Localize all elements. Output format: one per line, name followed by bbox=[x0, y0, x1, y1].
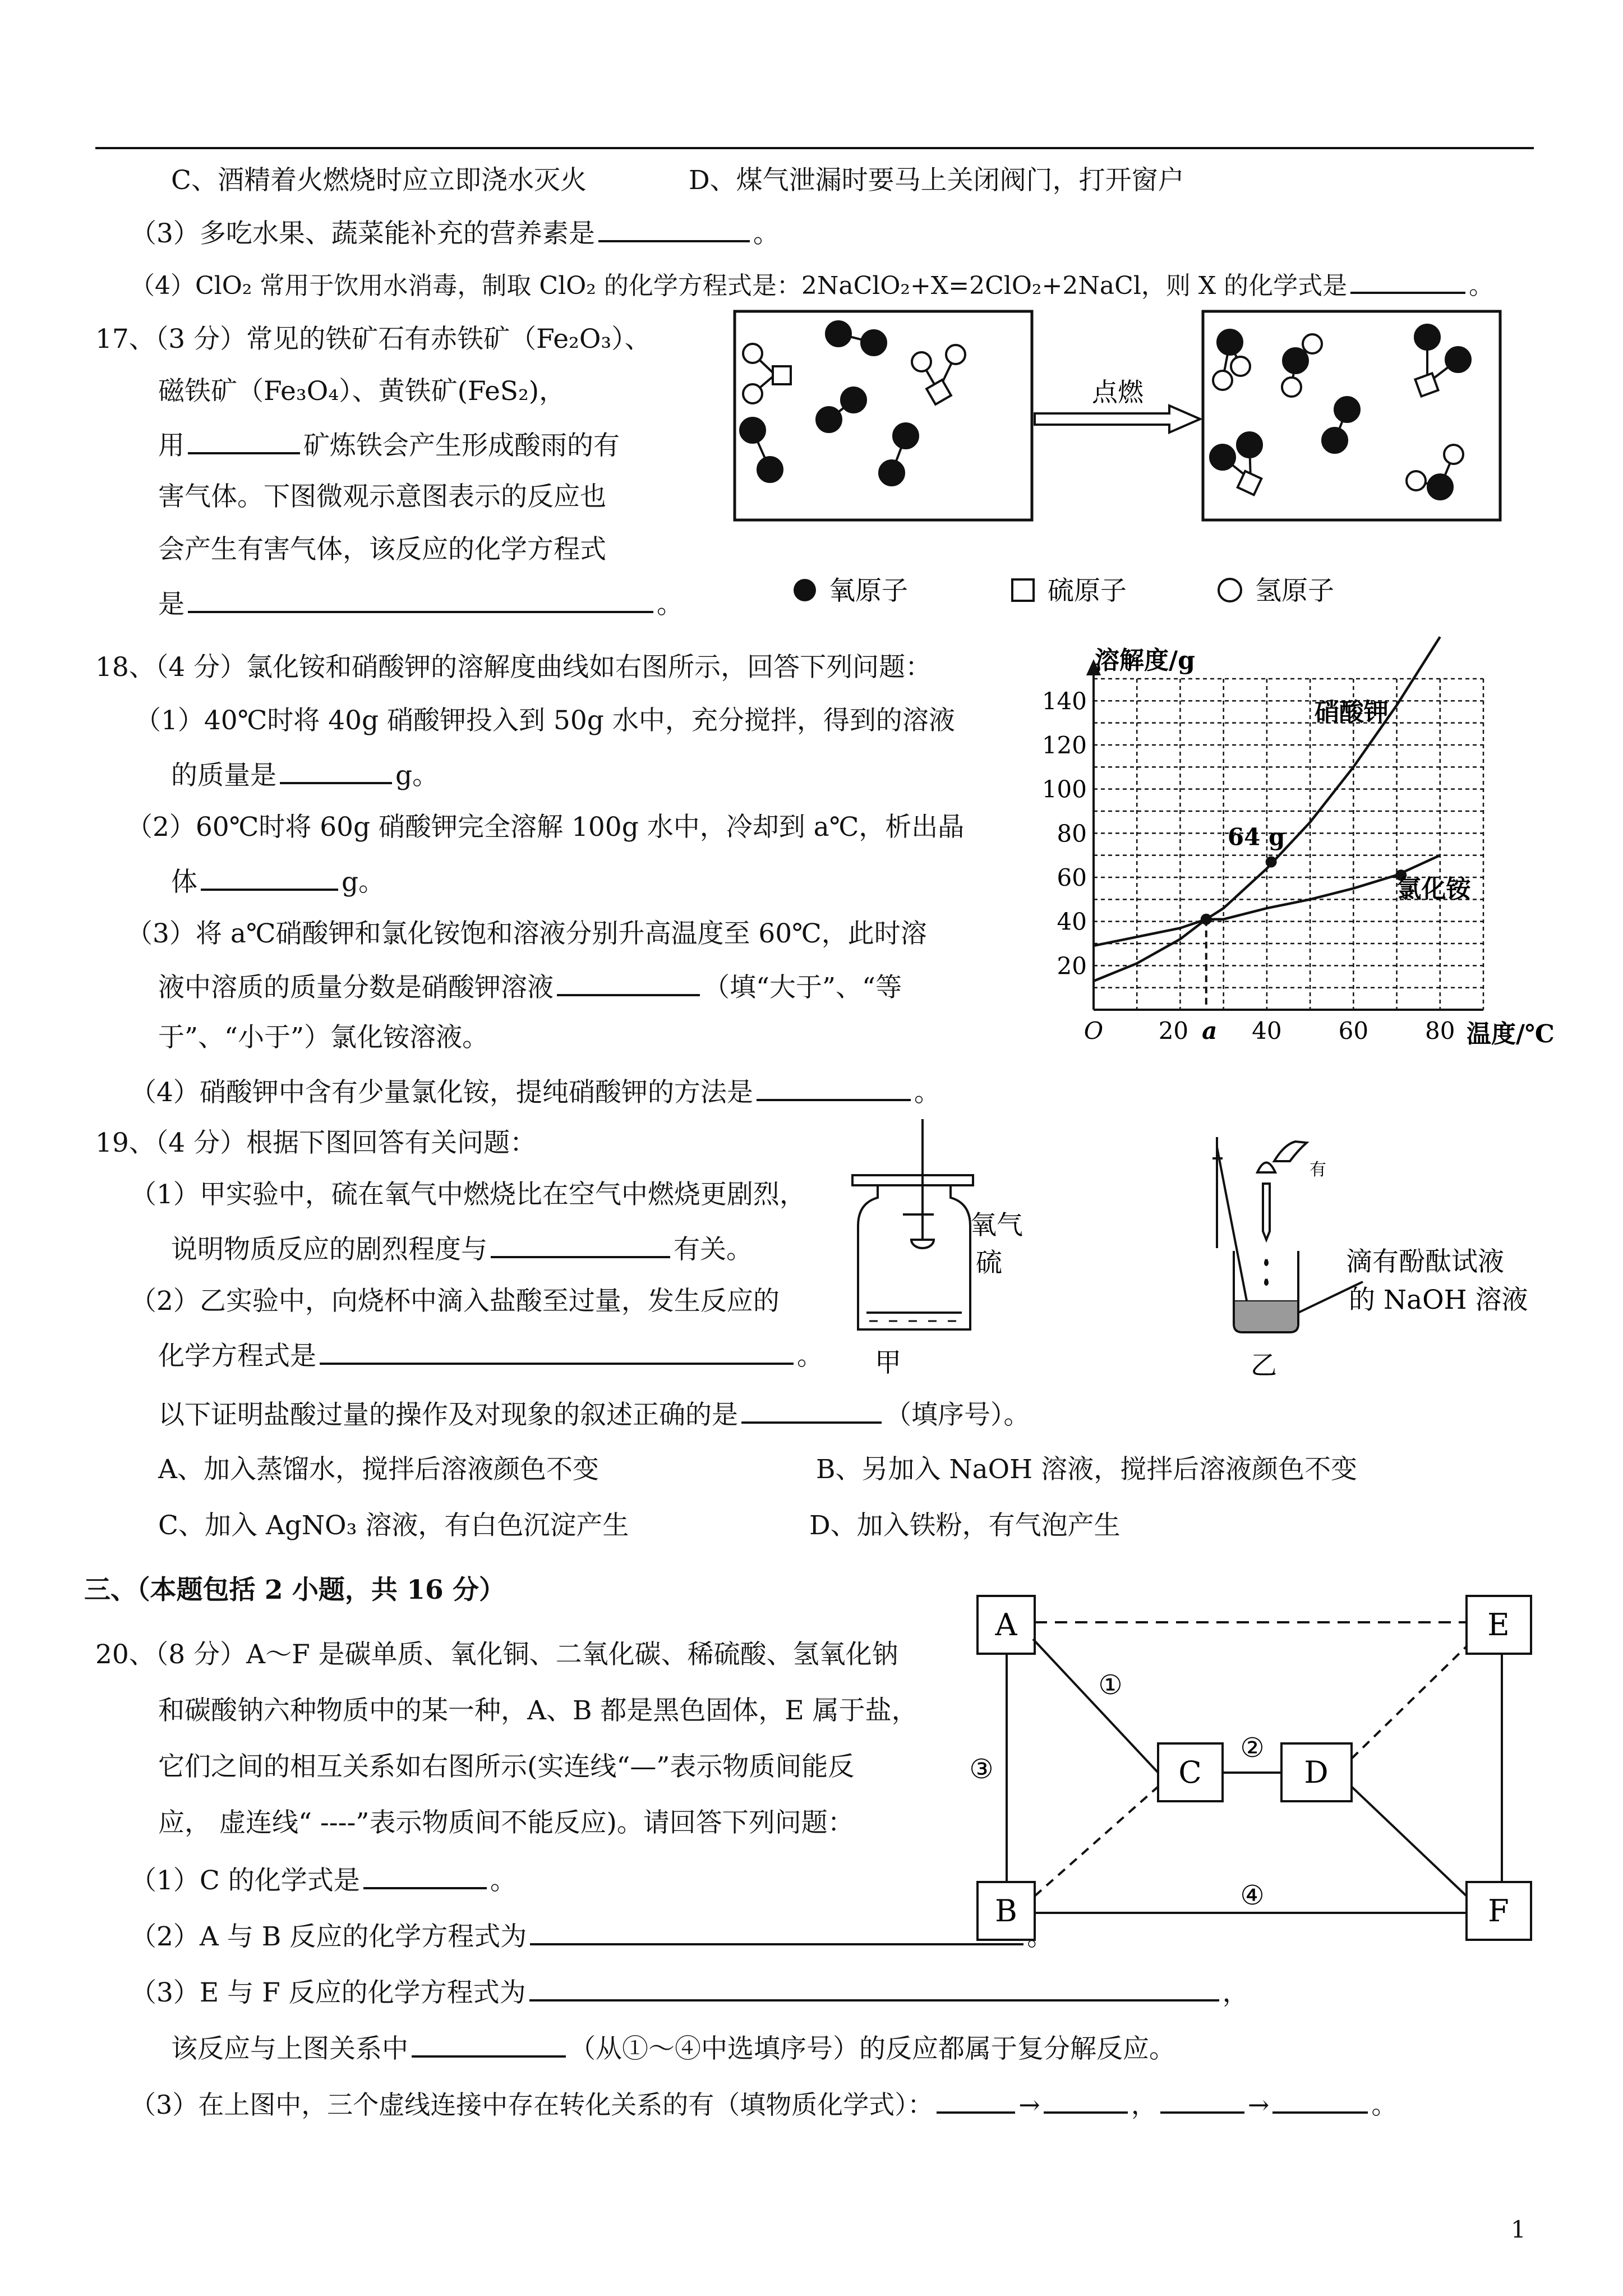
q18-1b: 的质量是 g。 bbox=[171, 757, 439, 793]
section-3-heading: 三、（本题包括 2 小题，共 16 分） bbox=[84, 1575, 506, 1605]
node-e-label: E bbox=[1487, 1607, 1510, 1642]
q16-4: （4）ClO₂ 常用于饮用水消毒，制取 ClO₂ 的化学方程式是：2NaClO₂+X=2ClO₂+2NaCl，则 X 的化学式是 。 bbox=[130, 267, 1493, 303]
solution-label-1: 滴有酚酞试液 bbox=[1346, 1246, 1504, 1277]
arrow-label: 点燃 bbox=[1092, 377, 1144, 407]
q17-line1: 17、（3 分）常见的铁矿石有赤铁矿（Fe₂O₃）、 bbox=[95, 324, 651, 355]
q20-2: （2）A 与 B 反应的化学方程式为 。 bbox=[130, 1918, 1053, 1954]
edge-d-f bbox=[1352, 1787, 1467, 1896]
answer-blank[interactable] bbox=[412, 2031, 566, 2058]
q19-3: 以下证明盐酸过量的操作及对现象的叙述正确的是 （填序号）。 bbox=[158, 1397, 1030, 1432]
answer-blank[interactable] bbox=[201, 864, 338, 891]
y-tick-label: 60 bbox=[1057, 864, 1087, 891]
x-axis-label: 温度/℃ bbox=[1467, 1020, 1555, 1048]
edge-label-4: ④ bbox=[1240, 1880, 1265, 1911]
node-b-label: B bbox=[995, 1893, 1017, 1929]
dropper-tag: 有 bbox=[1310, 1160, 1326, 1180]
gas-jar-icon bbox=[852, 1119, 973, 1329]
legend-sulfur-icon bbox=[1012, 579, 1034, 601]
q17-line3: 用 矿炼铁会产生形成酸雨的有 bbox=[158, 427, 620, 463]
answer-blank[interactable] bbox=[557, 969, 700, 996]
edge-label-3: ③ bbox=[969, 1754, 994, 1785]
apparatus-jia bbox=[836, 1114, 1060, 1383]
reaction-arrow bbox=[1035, 406, 1200, 432]
q20-3: （3）E 与 F 反应的化学方程式为 ， bbox=[130, 1975, 1249, 2010]
q18-title: 18、（4 分）氯化铵和硝酸钾的溶解度曲线如右图所示，回答下列问题： bbox=[95, 652, 932, 683]
q16-3: （3）多吃水果、蔬菜能补充的营养素是 。 bbox=[130, 215, 780, 251]
relation-diagram bbox=[970, 1593, 1548, 1952]
q19-option-d: D、加入铁粉，有气泡产生 bbox=[809, 1510, 1121, 1541]
q17-line5: 会产生有害气体，该反应的化学方程式 bbox=[158, 534, 606, 565]
y-tick-label: 140 bbox=[1041, 687, 1087, 715]
answer-blank[interactable] bbox=[1160, 2087, 1244, 2114]
answer-blank[interactable] bbox=[598, 215, 750, 242]
q17-line2: 磁铁矿（Fe₃O₄）、黄铁矿(FeS₂)， bbox=[158, 376, 566, 407]
answer-blank[interactable] bbox=[188, 427, 300, 454]
q18-2b: 体 g。 bbox=[171, 864, 385, 899]
edge-label-1: ① bbox=[1098, 1669, 1123, 1701]
q19-option-b: B、另加入 NaOH 溶液，搅拌后溶液颜色不变 bbox=[816, 1454, 1358, 1485]
edge-a-c bbox=[1033, 1639, 1158, 1773]
q20-line1: 20、（8 分）A～F 是碳单质、氧化铜、二氧化碳、稀硫酸、氢氧化钠 bbox=[95, 1639, 898, 1670]
q19-option-c: C、加入 AgNO₃ 溶液，有白色沉淀产生 bbox=[158, 1510, 629, 1541]
data-point-1 bbox=[1201, 914, 1212, 925]
answer-blank[interactable] bbox=[491, 1231, 670, 1258]
edge-b-c-dashed bbox=[1035, 1787, 1158, 1896]
q18-3c: 于”、“小于”）氯化铵溶液。 bbox=[158, 1022, 489, 1053]
solubility-chart bbox=[1041, 639, 1555, 1048]
origin-label: O bbox=[1083, 1017, 1104, 1045]
x-tick-label: 80 bbox=[1425, 1017, 1455, 1045]
q20-line2: 和碳酸钠六种物质中的某一种，A、B 都是黑色固体，E 属于盐， bbox=[158, 1695, 918, 1726]
y-tick-label: 120 bbox=[1041, 731, 1087, 759]
oxygen-label: 氧气 bbox=[970, 1210, 1023, 1241]
legend-hydrogen-icon bbox=[1219, 579, 1241, 601]
node-f-label: F bbox=[1488, 1893, 1509, 1929]
answer-blank[interactable] bbox=[363, 1862, 487, 1889]
q19-title: 19、（4 分）根据下图回答有关问题： bbox=[95, 1128, 537, 1158]
q20-line3: 它们之间的相互关系如右图所示(实连线“—”表示物质间能反 bbox=[158, 1751, 855, 1782]
edge-label-2: ② bbox=[1240, 1732, 1265, 1764]
answer-blank[interactable] bbox=[937, 2087, 1015, 2114]
q18-2: （2）60℃时将 60g 硝酸钾完全溶解 100g 水中，冷却到 a℃，析出晶 bbox=[126, 812, 965, 843]
x-tick-label: 60 bbox=[1338, 1017, 1369, 1045]
yi-caption: 乙 bbox=[1251, 1350, 1277, 1381]
answer-blank[interactable] bbox=[529, 1975, 1219, 2001]
y-tick-label: 100 bbox=[1041, 775, 1087, 803]
x-tick-label: 40 bbox=[1252, 1017, 1282, 1045]
node-a-label: A bbox=[995, 1607, 1017, 1642]
beaker-dropper-icon bbox=[1212, 1137, 1363, 1332]
q19-2b: 化学方程式是 。 bbox=[158, 1338, 823, 1373]
answer-blank[interactable] bbox=[741, 1397, 882, 1424]
header-rule bbox=[95, 147, 1534, 149]
q18-1: （1）40℃时将 40g 硝酸钾投入到 50g 水中，充分搅拌，得到的溶液 bbox=[135, 705, 955, 736]
q20-4: （3）在上图中，三个虚线连接中存在转化关系的有（填物质化学式）： → ， → 。 bbox=[130, 2087, 1397, 2122]
answer-blank[interactable] bbox=[188, 586, 653, 613]
data-point-2 bbox=[1266, 856, 1277, 867]
legend-oxygen-icon bbox=[794, 579, 816, 601]
q18-3b: 液中溶质的质量分数是硝酸钾溶液 （填“大于”、“等 bbox=[158, 969, 902, 1005]
y-tick-label: 20 bbox=[1057, 952, 1087, 980]
annotation-64g: 64 g bbox=[1227, 823, 1285, 851]
answer-blank[interactable] bbox=[1044, 2087, 1128, 2114]
answer-blank[interactable] bbox=[320, 1338, 794, 1365]
node-c-label: C bbox=[1178, 1755, 1202, 1790]
legend-oxygen-label: 氧原子 bbox=[829, 576, 908, 606]
answer-blank[interactable] bbox=[530, 1918, 1023, 1945]
answer-blank[interactable] bbox=[757, 1074, 911, 1101]
q16-option-d: D、煤气泄漏时要马上关闭阀门，打开窗户 bbox=[689, 165, 1184, 196]
molecule-reaction-figure bbox=[729, 306, 1514, 620]
y-axis-label: 溶解度/g bbox=[1095, 646, 1195, 675]
q19-1: （1）甲实验中，硫在氧气中燃烧比在空气中燃烧更剧烈， bbox=[130, 1179, 806, 1210]
q20-3b: 该反应与上图关系中 （从①～④中选填序号）的反应都属于复分解反应。 bbox=[171, 2031, 1175, 2066]
product-molecules bbox=[1210, 325, 1470, 499]
y-tick-label: 80 bbox=[1057, 820, 1087, 848]
answer-blank[interactable] bbox=[1350, 267, 1465, 294]
reactant-molecules bbox=[740, 321, 965, 485]
answer-blank[interactable] bbox=[280, 757, 392, 784]
legend-sulfur-label: 硫原子 bbox=[1048, 576, 1127, 606]
y-tick-label: 40 bbox=[1057, 908, 1087, 936]
legend-hydrogen-label: 氢原子 bbox=[1255, 576, 1334, 606]
answer-blank[interactable] bbox=[1272, 2087, 1368, 2114]
q17-line4: 害气体。下图微观示意图表示的反应也 bbox=[158, 481, 606, 512]
q17-line6: 是 。 bbox=[158, 586, 683, 622]
a-label: a bbox=[1202, 1017, 1218, 1045]
x-tick-label: 20 bbox=[1158, 1017, 1189, 1045]
page-number: 1 bbox=[1511, 2216, 1526, 2243]
q20-line4: 应， 虚连线“ ----”表示物质间不能反应)。请回答下列问题： bbox=[158, 1807, 854, 1838]
sulfur-label: 硫 bbox=[976, 1248, 1002, 1278]
series-label-nh4cl: 氯化铵 bbox=[1396, 875, 1471, 904]
solution-label-2: 的 NaOH 溶液 bbox=[1349, 1285, 1528, 1315]
q19-option-a: A、加入蒸馏水，搅拌后溶液颜色不变 bbox=[158, 1454, 599, 1485]
q19-1b: 说明物质反应的剧烈程度与 有关。 bbox=[171, 1231, 753, 1267]
q20-1: （1）C 的化学式是 。 bbox=[130, 1862, 517, 1898]
q16-option-c: C、酒精着火燃烧时应立即浇水灭火 bbox=[171, 165, 587, 196]
q18-4: （4）硝酸钾中含有少量氯化铵，提纯硝酸钾的方法是 。 bbox=[130, 1074, 940, 1110]
q19-2: （2）乙实验中，向烧杯中滴入盐酸至过量，发生反应的 bbox=[130, 1286, 780, 1317]
q18-3: （3）将 a℃硝酸钾和氯化铵饱和溶液分别升高温度至 60℃，此时溶 bbox=[126, 918, 927, 949]
apparatus-yi bbox=[1200, 1130, 1593, 1388]
node-d-label: D bbox=[1304, 1755, 1329, 1790]
edge-d-e-dashed bbox=[1352, 1646, 1467, 1759]
jia-caption: 甲 bbox=[875, 1347, 901, 1378]
series-label-kno3: 硝酸钾 bbox=[1314, 698, 1389, 727]
